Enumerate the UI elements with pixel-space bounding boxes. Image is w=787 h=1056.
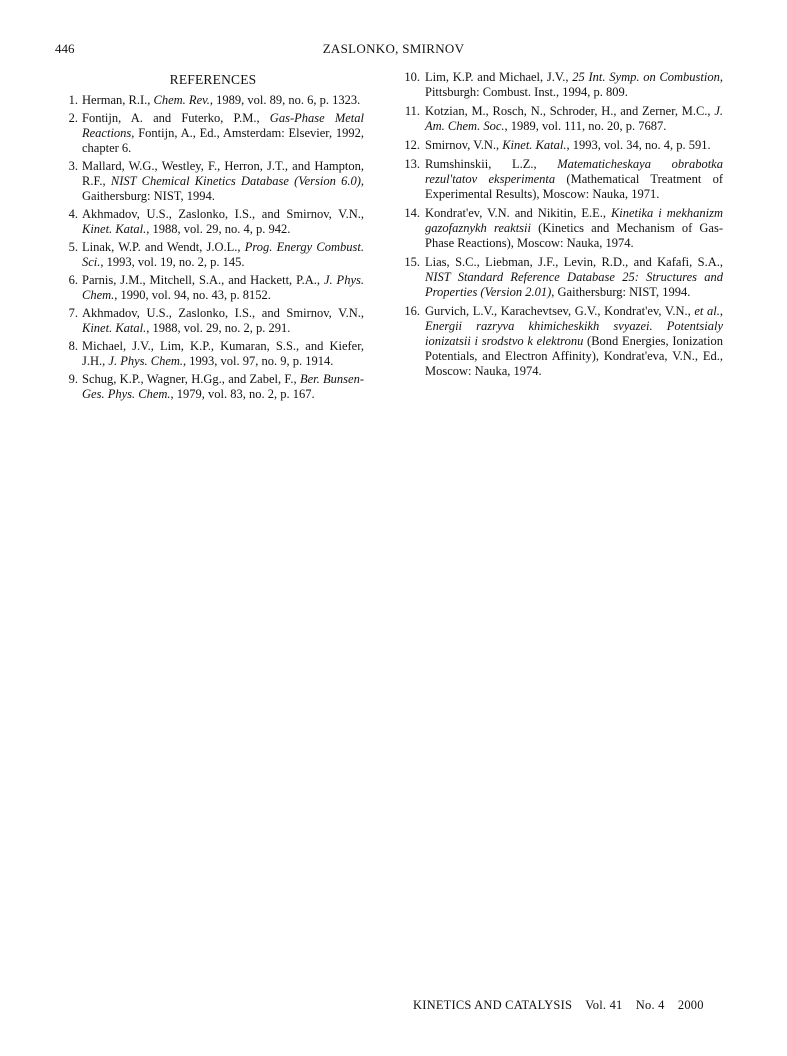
reference-text: , 1989, vol. 89, no. 6, p. 1323. [209, 93, 361, 107]
reference-journal: Kinet. Katal. [82, 321, 147, 335]
reference-item [401, 104, 723, 134]
reference-item [62, 372, 364, 402]
page-number: 446 [55, 41, 75, 56]
reference-item [401, 304, 723, 379]
reference-text: Fontijn, A. and Futerko, P.M., [82, 111, 270, 125]
references-column-right [401, 70, 723, 383]
reference-item [62, 306, 364, 336]
reference-text: (Mathematical Treatment of Experimental Results), Moscow: Nauka, 1971. [425, 172, 723, 201]
reference-number: 5. [68, 240, 78, 254]
reference-text: Linak, W.P. and Wendt, J.O.L., [82, 240, 245, 254]
reference-journal: Ber. Bunsen-Ges. Phys. Chem. [82, 372, 365, 401]
reference-item [62, 339, 364, 369]
reference-text: , 1988, vol. 29, no. 2, p. 291. [146, 321, 291, 335]
reference-number: 1. [68, 93, 78, 107]
reference-item [401, 206, 723, 251]
reference-item [401, 138, 723, 153]
reference-item [62, 111, 364, 156]
reference-item [401, 255, 723, 300]
reference-text: (Kinetics and Mechanism of Gas-Phase Reactions), Moscow: Nauka, 1974. [425, 221, 724, 250]
reference-number: 6. [68, 273, 78, 287]
reference-number: 4. [68, 207, 78, 221]
reference-etal: et al. [694, 304, 720, 318]
reference-number: 11. [404, 104, 420, 118]
reference-text: , 1993, vol. 97, no. 9, p. 1914. [183, 354, 334, 368]
reference-text: , [719, 304, 724, 318]
reference-item [62, 159, 364, 204]
journal-number: No. 4 [635, 998, 665, 1012]
reference-number: 10. [404, 70, 420, 84]
reference-text: Kotzian, M., Rosch, N., Schroder, H., and Zerner, M.C., [425, 104, 715, 118]
reference-text: Smirnov, V.N., [425, 138, 503, 152]
running-head: ZASLONKO, SMIRNOV [322, 41, 465, 56]
reference-text: Parnis, J.M., Mitchell, S.A., and Hackett, P.A., [82, 273, 324, 287]
reference-item [62, 207, 364, 237]
reference-item [62, 240, 364, 270]
reference-text: Akhmadov, U.S., Zaslonko, I.S., and Smirnov, V.N., [82, 207, 364, 221]
reference-journal: J. Phys. Chem. [82, 273, 364, 302]
reference-text: , 1993, vol. 34, no. 4, p. 591. [566, 138, 711, 152]
reference-text: , 1993, vol. 19, no. 2, p. 145. [100, 255, 245, 269]
reference-item [62, 273, 364, 303]
reference-text: Lias, S.C., Liebman, J.F., Levin, R.D., and Kafafi, S.A., [425, 255, 723, 269]
reference-text: , 1990, vol. 94, no. 43, p. 8152. [114, 288, 271, 302]
reference-item [401, 157, 723, 202]
reference-journal: NIST Chemical Kinetics Database (Version 6.0) [110, 174, 361, 188]
reference-journal: J. Am. Chem. Soc. [425, 104, 723, 133]
reference-number: 16. [404, 304, 420, 318]
journal-name: KINETICS AND CATALYSIS [413, 998, 573, 1012]
reference-number: 7. [68, 306, 78, 320]
reference-number: 15. [404, 255, 420, 269]
reference-text: , Gaithersburg: NIST, 1994. [551, 285, 691, 299]
reference-title: 25 Int. Symp. on Combustion [572, 70, 720, 84]
reference-item [401, 70, 723, 100]
reference-text: , 1989, vol. 111, no. 20, p. 7687. [504, 119, 667, 133]
reference-number: 3. [68, 159, 78, 173]
reference-text: Michael, J.V., Lim, K.P., Kumaran, S.S., and Kiefer, J.H., [82, 339, 364, 368]
reference-number: 13. [404, 157, 420, 171]
reference-journal: Gas-Phase Metal Reactions [82, 111, 364, 140]
reference-title: NIST Standard Reference Database 25: Structures and Properties (Version 2.01) [425, 270, 723, 299]
reference-title: Matematicheskaya obrabotka rezul'tatov eksperimenta [425, 157, 723, 186]
reference-number: 14. [404, 206, 420, 220]
reference-text: Schug, K.P., Wagner, H.Gg., and Zabel, F., [82, 372, 300, 386]
journal-footer [413, 998, 704, 1013]
references-column-left [62, 70, 364, 405]
reference-journal: Chem. Rev. [153, 93, 210, 107]
journal-volume: Vol. 41 [585, 998, 623, 1012]
reference-text: Lim, K.P. and Michael, J.V., [425, 70, 573, 84]
reference-text: , 1988, vol. 29, no. 4, p. 942. [146, 222, 291, 236]
reference-text: Akhmadov, U.S., Zaslonko, I.S., and Smirnov, V.N., [82, 306, 364, 320]
reference-text: , Pittsburgh: Combust. Inst., 1994, p. 809. [425, 70, 723, 99]
reference-text: Kondrat'ev, V.N. and Nikitin, E.E., [425, 206, 611, 220]
reference-text: Rumshinskii, L.Z., [425, 157, 558, 171]
reference-journal: Prog. Energy Combust. Sci. [82, 240, 364, 269]
reference-title: Kinetika i mekhanizm gazofaznykh reaktsii [425, 206, 723, 235]
reference-title: Energii razryva khimicheskikh svyazei. Potentsialy ionizatsii i srodstvo k elektronu [425, 319, 723, 348]
reference-text: , Gaithersburg: NIST, 1994. [82, 174, 364, 203]
reference-text: , Fontijn, A., Ed., Amsterdam: Elsevier, 1992, chapter 6. [82, 126, 364, 155]
reference-journal: Kinet. Katal. [502, 138, 567, 152]
reference-number: 8. [68, 339, 78, 353]
reference-number: 12. [404, 138, 420, 152]
reference-journal: J. Phys. Chem. [108, 354, 184, 368]
reference-journal: Kinet. Katal. [82, 222, 147, 236]
reference-number: 2. [68, 111, 78, 125]
journal-year: 2000 [677, 998, 704, 1012]
reference-text: (Bond Energies, Ionization Potentials, and Electron Affinity), Kondrat'eva, V.N., Ed., Moscow: Nauka, 1974. [425, 334, 723, 378]
reference-item [62, 93, 364, 108]
reference-text: Mallard, W.G., Westley, F., Herron, J.T., and Hampton, R.F., [82, 159, 364, 188]
reference-text: , 1979, vol. 83, no. 2, p. 167. [170, 387, 315, 401]
references-heading: REFERENCES [169, 72, 257, 87]
reference-text: Gurvich, L.V., Karachevtsev, G.V., Kondrat'ev, V.N., [425, 304, 695, 318]
reference-text: Herman, R.I., [82, 93, 154, 107]
reference-number: 9. [68, 372, 78, 386]
